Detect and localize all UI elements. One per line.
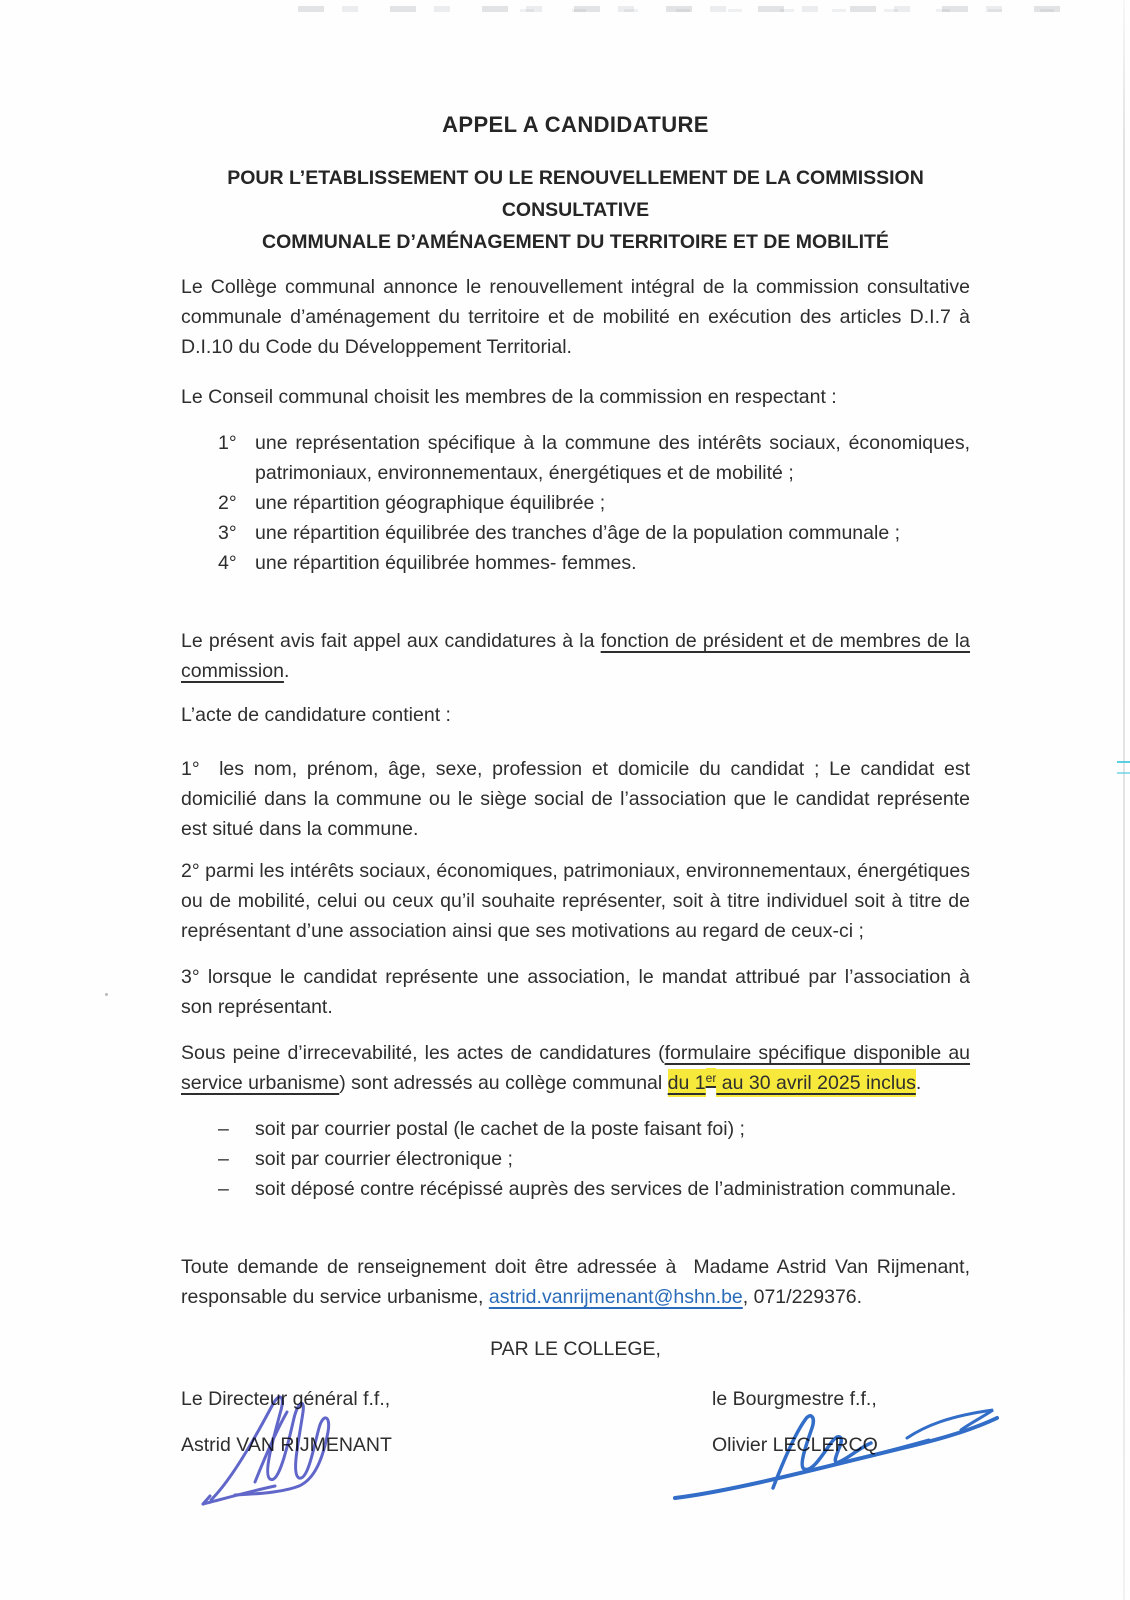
- list-text: [255, 432, 970, 484]
- list-text: [255, 522, 900, 544]
- text-segment: .: [283, 660, 290, 682]
- right-signatory-name: Olivier LECLERCQ: [712, 1434, 878, 1456]
- text-segment: formulaire spécifique disponible au service urbanisme: [181, 1042, 971, 1094]
- call-paragraph: [181, 626, 970, 686]
- document-content: [181, 0, 970, 1600]
- contact-paragraph: [181, 1252, 970, 1312]
- list-text: [255, 492, 605, 514]
- text-segment: une représentation spécifique à la commune des intérêts sociaux, économiques, patrimoniaux, environnementaux, énergétiques et de mobilité ;: [255, 432, 970, 484]
- item2-paragraph: [181, 856, 970, 946]
- text-segment: 1° les nom, prénom, âge, sexe, profession et domicile du candidat ; Le candidat est domicilié dans la commune ou le siège social de l’association que le candidat représente est situé dans la commune.: [181, 758, 970, 840]
- list-item: [181, 1144, 970, 1174]
- list-marker: –: [218, 1148, 229, 1170]
- list-marker: 3°: [218, 522, 237, 544]
- list-marker: 4°: [218, 552, 237, 574]
- list-text: [255, 1178, 956, 1200]
- handwritten-signature-left-icon: [195, 1382, 355, 1510]
- list-item: [181, 1174, 970, 1204]
- text-segment: soit déposé contre récépissé auprès des services de l’administration communale.: [255, 1178, 957, 1200]
- list-item: [181, 488, 970, 518]
- text-segment: Toute demande de renseignement doit être adressée à Madame Astrid Van Rijmenant, responsable du service urbanisme,: [181, 1256, 970, 1308]
- criteria-list: [181, 428, 970, 578]
- handwritten-signature-right-icon: [671, 1396, 1001, 1506]
- text-segment: au 30 avril 2025 inclus: [716, 1069, 915, 1097]
- council-paragraph: [181, 382, 970, 412]
- scan-artifact-dot: [105, 993, 108, 996]
- text-segment: er: [706, 1068, 717, 1088]
- intro-paragraph: [181, 272, 970, 362]
- email-link[interactable]: astrid.vanrijmenant@hshn.be: [488, 1286, 743, 1308]
- deadline-paragraph: [181, 1038, 970, 1098]
- text-segment: fonction de président et de membres de la commission: [181, 630, 971, 682]
- signature-section: [181, 1374, 970, 1600]
- text-segment: Le présent avis fait appel aux candidatures à la: [181, 630, 601, 652]
- text-segment: Le Conseil communal choisit les membres de la commission en respectant :: [181, 386, 837, 408]
- document-subtitle: [181, 162, 970, 258]
- left-signatory-name: Astrid VAN RIJMENANT: [181, 1434, 392, 1456]
- text-segment: soit par courrier électronique ;: [255, 1148, 513, 1170]
- item3-paragraph: [181, 962, 970, 1022]
- text-segment: Le Collège communal annonce le renouvellement intégral de la commission consultative communale d’aménagement du territoire et de mobilité en exécution des articles D.I.7 à D.I.10 du Code du Développement Territorial.: [181, 276, 970, 358]
- text-segment: une répartition équilibrée des tranches d’âge de la population communale ;: [255, 522, 901, 544]
- scan-artifact-cyan-mark: [1117, 761, 1130, 774]
- text-segment: , 071/229376.: [742, 1286, 863, 1308]
- list-item: [181, 518, 970, 548]
- text-segment: une répartition géographique équilibrée ;: [255, 492, 606, 514]
- list-text: [255, 1148, 513, 1170]
- item1-paragraph: [181, 754, 970, 844]
- list-marker: 2°: [218, 492, 237, 514]
- list-item: [181, 548, 970, 578]
- subtitle-line-2: COMMUNALE D’AMÉNAGEMENT DU TERRITOIRE ET DE MOBILITÉ: [262, 231, 889, 253]
- list-marker: –: [218, 1178, 229, 1200]
- text-segment: .: [915, 1072, 922, 1094]
- text-segment: soit par courrier postal (le cachet de la poste faisant foi) ;: [255, 1118, 745, 1140]
- text-segment: une répartition équilibrée hommes- femmes.: [255, 552, 637, 574]
- submission-list: [181, 1114, 970, 1204]
- list-text: [255, 552, 637, 574]
- right-signatory-role: le Bourgmestre f.f.,: [712, 1388, 877, 1410]
- list-item: [181, 428, 970, 488]
- document-title: APPEL A CANDIDATURE: [442, 112, 709, 137]
- left-signatory-role: Le Directeur général f.f.,: [181, 1388, 391, 1410]
- par-le-college-line: PAR LE COLLEGE,: [490, 1338, 661, 1360]
- acte-paragraph: [181, 700, 970, 730]
- text-segment: 3° lorsque le candidat représente une association, le mandat attribué par l’association à son représentant.: [181, 966, 970, 1018]
- text-segment: du 1: [668, 1069, 706, 1097]
- text-segment: Sous peine d’irrecevabilité, les actes de candidatures (: [181, 1042, 665, 1064]
- list-marker: 1°: [218, 432, 237, 454]
- scan-artifact-edge-line: [1123, 0, 1125, 1600]
- text-segment: 2° parmi les intérêts sociaux, économiques, patrimoniaux, environnementaux, énergétiques ou de mobilité, celui ou ceux qu’il souhaite représenter, soit à titre individuel soit à titre de représentant d’une association ainsi que ses motivations au regard de ceux-ci ;: [181, 860, 970, 942]
- list-text: [255, 1118, 745, 1140]
- text-segment: L’acte de candidature contient :: [181, 704, 451, 726]
- body-blocks: [181, 272, 970, 1312]
- list-item: [181, 1114, 970, 1144]
- text-segment: ) sont adressés au collège communal: [339, 1072, 668, 1094]
- subtitle-line-1: POUR L’ETABLISSEMENT OU LE RENOUVELLEMENT DE LA COMMISSION CONSULTATIVE: [227, 167, 924, 221]
- list-marker: –: [218, 1118, 229, 1140]
